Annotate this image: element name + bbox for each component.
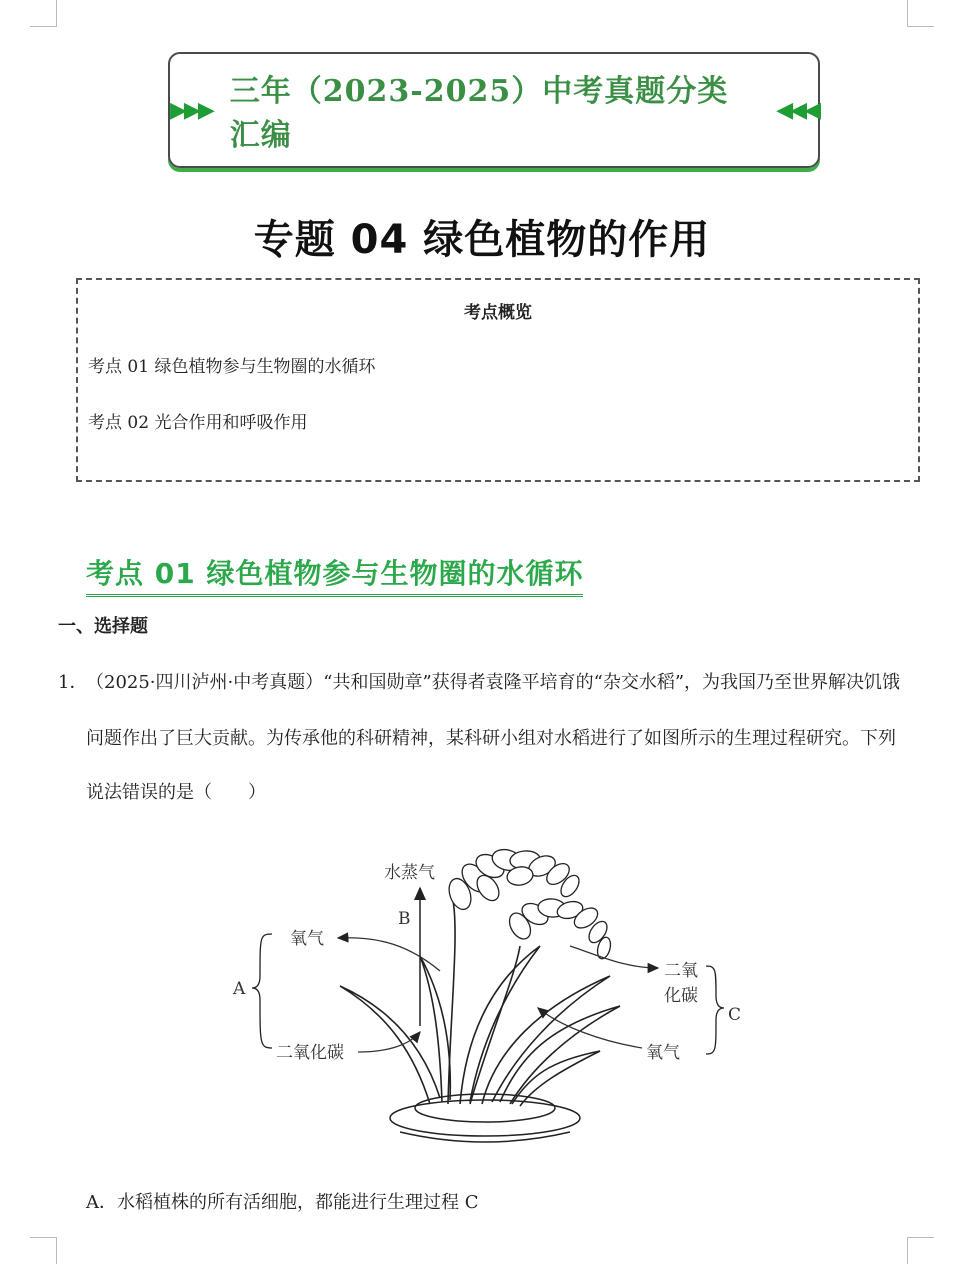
header-banner — [168, 52, 820, 168]
question-type-heading: 一、选择题 — [58, 616, 148, 637]
co2-right-label-1: 二氧 — [664, 961, 698, 981]
crop-mark-top-left — [30, 0, 57, 27]
bracket-c — [706, 966, 724, 1054]
oxygen-right-arrow — [538, 1008, 642, 1048]
page-title: 专题 04 绿色植物的作用 — [253, 217, 711, 263]
left-arrows-icon: ▶▶▶ — [170, 97, 212, 123]
overview-item: 考点 01 绿色植物参与生物圈的水循环 — [88, 357, 376, 377]
bracket-a — [252, 934, 272, 1048]
crop-mark-bottom-right — [907, 1237, 934, 1264]
question-number: 1． — [58, 672, 88, 693]
oxygen-left-label: 氧气 — [290, 929, 324, 949]
label-a: A — [233, 979, 246, 999]
co2-right-arrow — [570, 946, 658, 968]
overview-title: 考点概览 — [464, 303, 532, 323]
crop-mark-top-right — [907, 0, 934, 27]
water-vapor-label: 水蒸气 — [384, 863, 435, 883]
oxygen-right-label: 氧气 — [646, 1043, 680, 1063]
question-line: 问题作出了巨大贡献。为传承他的科研精神，某科研小组对水稻进行了如图所示的生理过程研究。下列 — [86, 728, 896, 749]
crop-mark-bottom-left — [30, 1237, 57, 1264]
co2-right-label-2: 化碳 — [664, 986, 698, 1006]
right-arrows-icon: ◀◀◀ — [776, 97, 818, 123]
label-b: B — [398, 909, 411, 929]
overview-item: 考点 02 光合作用和呼吸作用 — [88, 413, 308, 433]
rice-plant-diagram — [220, 836, 760, 1152]
section-title: 考点 01 绿色植物参与生物圈的水循环 — [86, 552, 583, 597]
co2-left-label: 二氧化碳 — [276, 1043, 344, 1063]
banner-title: 三年（2023-2025）中考真题分类汇编 — [229, 74, 729, 153]
option-a: A．水稻植株的所有活细胞，都能进行生理过程 C — [86, 1192, 479, 1213]
water-lines — [390, 1094, 580, 1142]
rice-grains — [445, 846, 613, 960]
question-line: 说法错误的是（ ） — [86, 782, 266, 803]
label-c: C — [728, 1005, 742, 1025]
overview-box — [76, 278, 920, 482]
question-line: （2025·四川泸州·中考真题）“共和国勋章”获得者袁隆平培育的“杂交水稻”，为我国乃至世界解决饥饿 — [86, 672, 901, 693]
